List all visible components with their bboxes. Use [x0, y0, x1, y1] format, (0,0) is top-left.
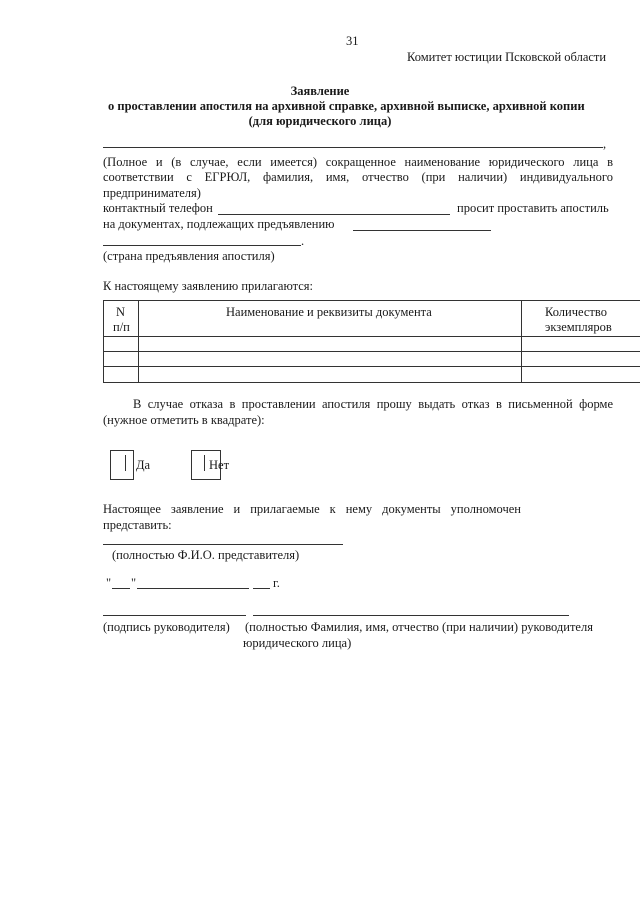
table-header-n-sub: п/п	[113, 320, 130, 334]
signature-field[interactable]	[103, 615, 246, 616]
country-period: .	[301, 234, 305, 248]
signature-caption: (подпись руководителя)	[103, 620, 230, 634]
documents-field[interactable]	[353, 230, 491, 231]
form-subtitle: о проставлении апостиля на архивной справке, архивной выписке, архивной копии	[108, 99, 585, 113]
applicant-caption-1: (Полное и (в случае, если имеется) сокращенное наименование юридического лица в	[103, 155, 613, 169]
applicant-comma: ,	[603, 137, 607, 151]
table-header-name: Наименование и реквизиты документа	[226, 305, 432, 319]
applicant-name-field[interactable]	[103, 147, 603, 148]
table-header-qty: Количество	[545, 305, 607, 319]
head-name-caption-1: (полностью Фамилия, имя, отчество (при наличии) руководителя	[245, 620, 593, 634]
attachments-intro: К настоящему заявлению прилагаются:	[103, 279, 314, 293]
table-header-n: N	[116, 305, 126, 319]
applicant-caption-3: предпринимателя)	[103, 186, 201, 200]
country-caption: (страна предъявления апостиля)	[103, 249, 275, 263]
authorize-text-2: представить:	[103, 518, 172, 532]
date-year-suffix: г.	[273, 576, 280, 590]
representative-field[interactable]	[103, 544, 343, 545]
checkbox-yes-mark	[125, 455, 126, 471]
country-field[interactable]	[103, 245, 301, 246]
refusal-text-2: (нужное отметить в квадрате):	[103, 413, 265, 427]
head-name-field[interactable]	[253, 615, 569, 616]
applicant-caption-2: соответствии с ЕГРЮЛ, фамилия, имя, отчество (при наличии) индивидуального	[103, 170, 613, 184]
head-name-caption-2: юридического лица)	[243, 636, 352, 650]
table-header-qty-sub: экземпляров	[545, 320, 612, 334]
date-day-field[interactable]	[112, 588, 130, 589]
phone-label: контактный телефон	[103, 201, 213, 215]
authorize-text-1: Настоящее заявление и прилагаемые к нему документы уполномочен	[103, 502, 521, 516]
page-number: 31	[346, 34, 359, 48]
phone-field[interactable]	[218, 214, 450, 215]
form-title: Заявление	[290, 84, 350, 98]
option-no-label: Нет	[209, 458, 230, 472]
refusal-text-1: В случае отказа в проставлении апостиля прошу выдать отказ в письменной форме	[133, 397, 613, 411]
request-text: просит проставить апостиль	[457, 201, 609, 215]
option-yes-label: Да	[136, 458, 151, 472]
date-quote-open: "	[106, 576, 112, 590]
date-quote-close: "	[131, 576, 137, 590]
documents-label: на документах, подлежащих предъявлению	[103, 217, 335, 231]
representative-caption: (полностью Ф.И.О. представителя)	[112, 548, 300, 562]
date-year-field[interactable]	[253, 588, 270, 589]
checkbox-yes[interactable]	[110, 450, 134, 480]
form-subtitle-entity: (для юридического лица)	[248, 114, 392, 128]
organization-name: Комитет юстиции Псковской области	[407, 50, 607, 64]
checkbox-no-mark	[204, 455, 205, 471]
date-month-field[interactable]	[137, 588, 249, 589]
